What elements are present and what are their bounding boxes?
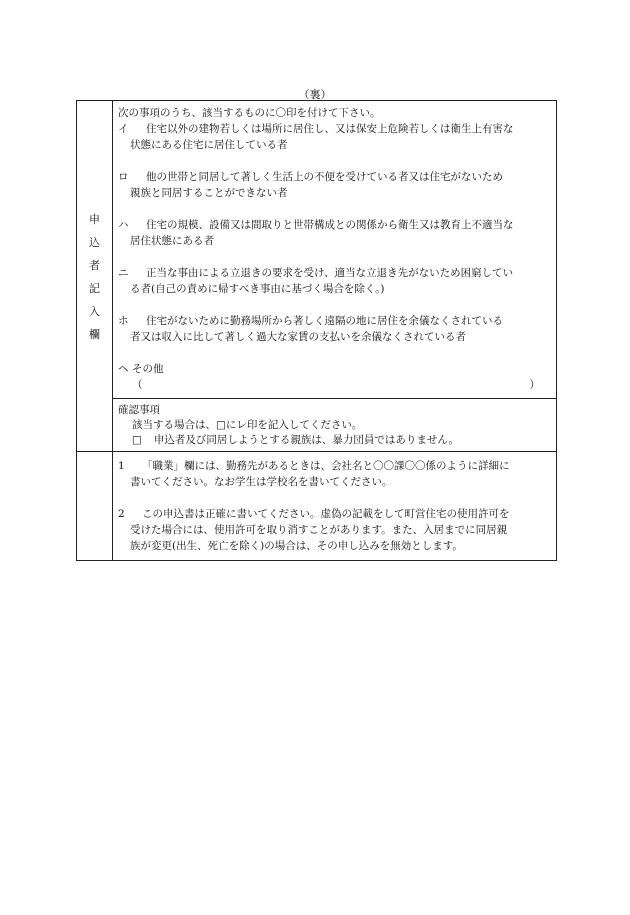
label-char: 申 xyxy=(89,212,100,226)
note-number: 2 xyxy=(118,508,125,520)
note-1 xyxy=(118,458,552,490)
label-char: 欄 xyxy=(89,327,100,341)
confirmation-check-row xyxy=(118,433,552,448)
item-mark: イ xyxy=(118,123,129,135)
note-text-line1: 「職業」欄には、勤務先があるときは、会社名と〇〇課〇〇係のように詳細に xyxy=(142,460,510,472)
page-heading: （裏） xyxy=(298,88,332,101)
note-text-line2: 受けた場合には、使用許可を取り消すことがあります。また、入居までに同居親 xyxy=(130,524,508,536)
confirmation-instruction: 該当する場合は、□にレ印を記入してください。 xyxy=(132,419,363,431)
label-char: 入 xyxy=(89,304,100,318)
item-mark: ロ xyxy=(118,171,129,183)
situation-item-ha[interactable] xyxy=(118,217,552,249)
applicant-entry-label-cell xyxy=(77,101,113,452)
label-char: 記 xyxy=(89,281,100,295)
label-char: 込 xyxy=(89,235,100,249)
situation-item-ho[interactable] xyxy=(118,313,552,345)
notes-cell xyxy=(113,452,557,561)
item-text-line2: 者又は収入に比して著しく過大な家賃の支払いを余儀なくされている者 xyxy=(130,331,466,343)
other-details-field[interactable] xyxy=(118,377,552,393)
note-text-line3: 族が変更(出生、死亡を除く)の場合は、その申し込みを無効とします。 xyxy=(130,540,463,552)
item-text-line1: 住宅以外の建物若しくは場所に居住し、又は保安上危険若しくは衛生上有害な xyxy=(146,123,514,135)
application-form-table xyxy=(76,100,557,561)
other-label: その他 xyxy=(132,363,164,375)
situation-cell xyxy=(113,101,557,399)
item-text-line1: 住宅の規模、設備又は間取りと世帯構成との関係から衛生又は教育上不適当な xyxy=(146,219,514,231)
item-mark: ハ xyxy=(118,219,129,231)
item-text-line2: 状態にある住宅に居住している者 xyxy=(130,139,288,151)
item-text-line1: 正当な事由による立退きの要求を受け、適当な立退き先がないため困窮してい xyxy=(146,267,514,279)
situation-item-ni[interactable] xyxy=(118,265,552,297)
close-paren: ） xyxy=(529,379,540,391)
confirmation-check-text: 申込者及び同居しようとする親族は、暴力団員ではありません。 xyxy=(153,434,460,446)
notes-spacer-cell xyxy=(77,452,113,561)
item-text-line2: 居住状態にある者 xyxy=(130,235,214,247)
situation-item-ro[interactable] xyxy=(118,169,552,201)
note-number: 1 xyxy=(118,460,125,472)
situation-item-i[interactable] xyxy=(118,121,552,153)
applicant-entry-label xyxy=(77,211,112,342)
confirmation-checkbox[interactable]: □ xyxy=(132,434,142,446)
item-mark: ホ xyxy=(118,315,129,327)
item-text-line1: 他の世帯と同居して著しく生活上の不便を受けている者又は住宅がないため xyxy=(146,171,503,183)
intro-text: 次の事項のうち、該当するものに〇印を付けて下さい。 xyxy=(118,107,381,119)
situation-item-other[interactable] xyxy=(118,361,552,393)
item-mark: ニ xyxy=(118,267,129,279)
note-text-line2: 書いてください。なお学生は学校名を書いてください。 xyxy=(130,476,393,488)
confirmation-cell xyxy=(113,399,557,452)
confirmation-title: 確認事項 xyxy=(118,404,160,416)
item-text-line2: 親族と同居することができない者 xyxy=(130,187,288,199)
label-char: 者 xyxy=(89,258,100,272)
open-paren: （ xyxy=(132,379,143,391)
item-mark: ヘ xyxy=(118,363,129,375)
note-text-line1: この申込書は正確に書いてください。虚偽の記載をして町営住宅の使用許可を xyxy=(142,508,510,520)
item-text-line1: 住宅がないために勤務場所から著しく遠隔の地に居住を余儀なくされている xyxy=(146,315,503,327)
note-2 xyxy=(118,506,552,554)
item-text-line2: る者(自己の責めに帰すべき事由に基づく場合を除く。) xyxy=(130,283,385,295)
